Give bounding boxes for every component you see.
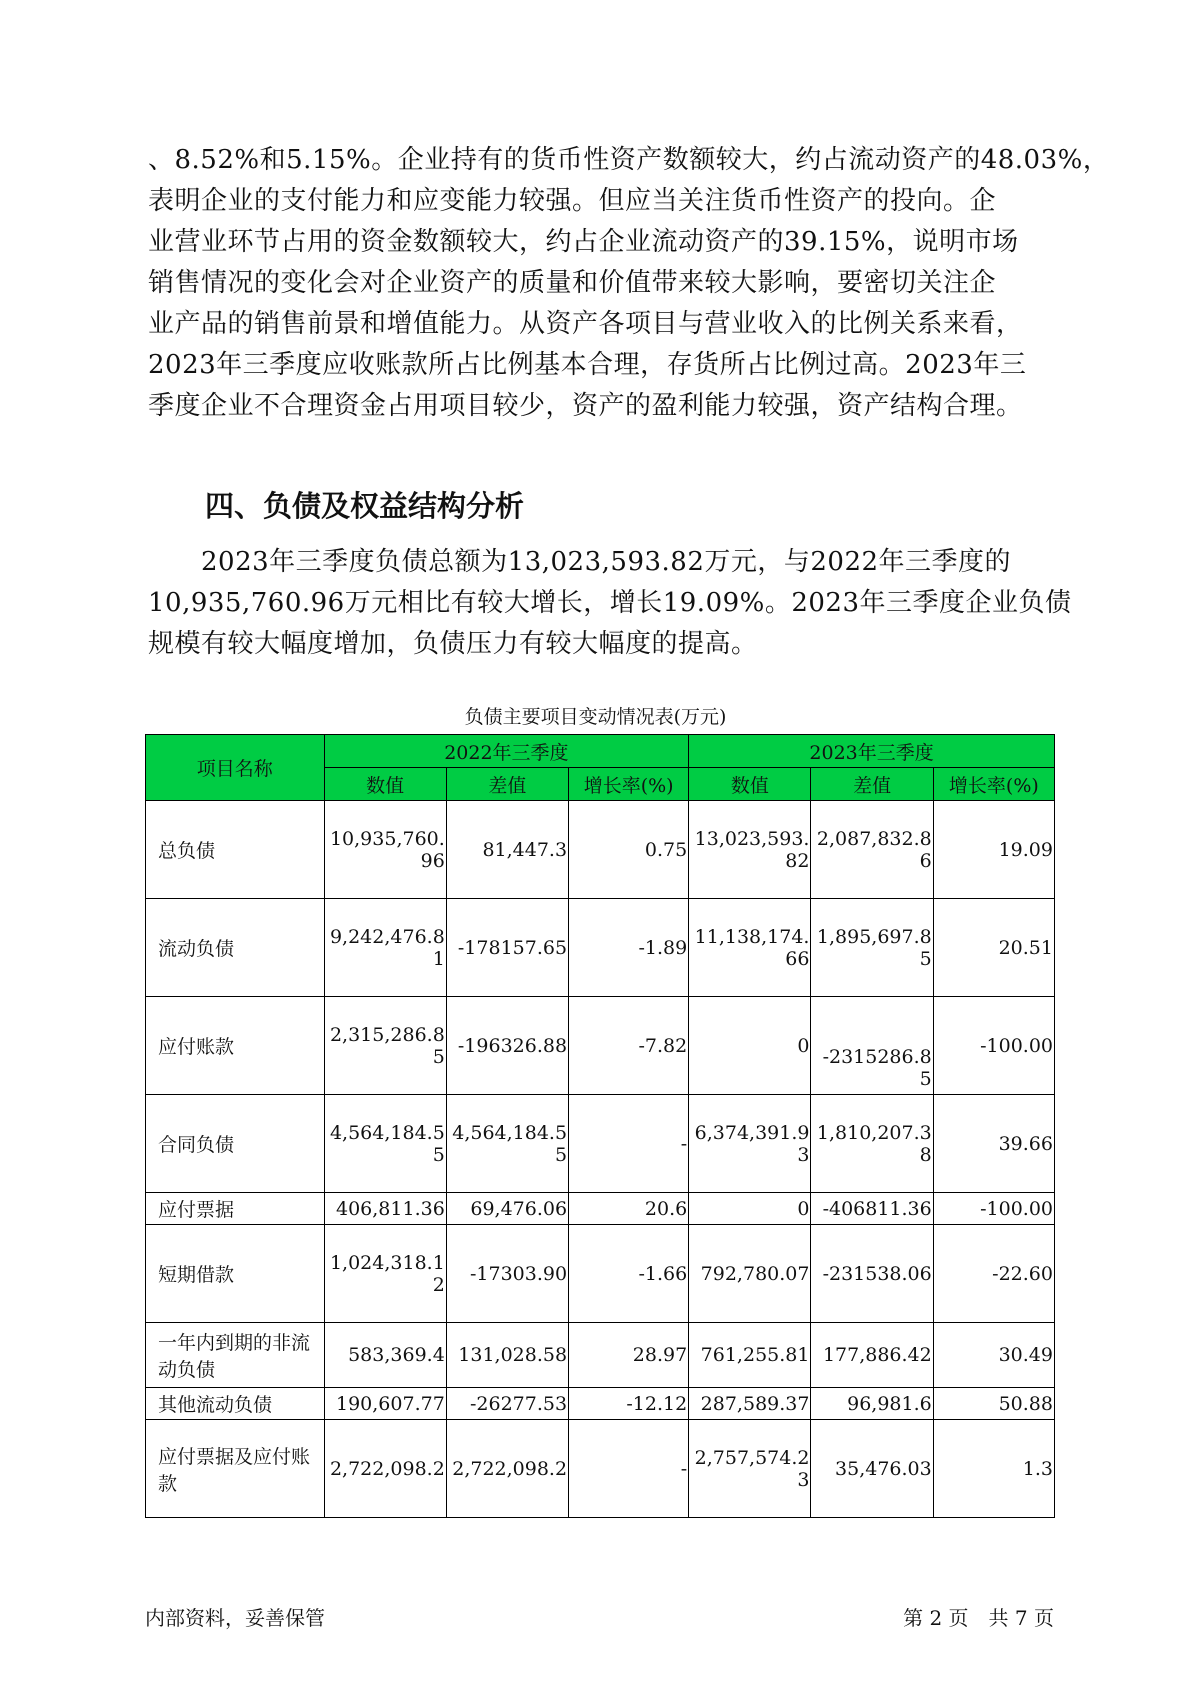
- cell-growth-2022: 20.6: [569, 1193, 689, 1225]
- cell-growth-2022: 0.75: [569, 801, 689, 899]
- cell-growth-2022: 28.97: [569, 1323, 689, 1388]
- cell-diff-2022: -26277.53: [446, 1388, 568, 1420]
- header-value-2022: 数值: [324, 768, 446, 801]
- row-label: 短期借款: [146, 1225, 325, 1323]
- cell-growth-2022: -: [569, 1095, 689, 1193]
- cell-value-2022: 9,242,476.81: [324, 899, 446, 997]
- cell-growth-2023: -100.00: [933, 1193, 1054, 1225]
- cell-diff-2022: 4,564,184.55: [446, 1095, 568, 1193]
- row-label: 应付票据及应付账款: [146, 1420, 325, 1518]
- row-label: 流动负债: [146, 899, 325, 997]
- text-line: 销售情况的变化会对企业资产的质量和价值带来较大影响，要密切关注企: [148, 268, 997, 298]
- table-row: [146, 899, 1055, 997]
- header-period-2023: 2023年三季度: [689, 735, 1055, 768]
- cell-growth-2022: -: [569, 1420, 689, 1518]
- table-row: [146, 1225, 1055, 1323]
- cell-diff-2023: 35,476.03: [811, 1420, 933, 1518]
- cell-growth-2023: 30.49: [933, 1323, 1054, 1388]
- cell-value-2023: 2,757,574.23: [689, 1420, 811, 1518]
- text-line: 2023年三季度负债总额为13,023,593.82万元，与2022年三季度的: [148, 547, 1012, 577]
- cell-value-2023: 287,589.37: [689, 1388, 811, 1420]
- header-diff-2023: 差值: [811, 768, 933, 801]
- cell-growth-2023: -22.60: [933, 1225, 1054, 1323]
- section-heading: 四、负债及权益结构分析: [205, 489, 525, 523]
- cell-diff-2023: 1,810,207.38: [811, 1095, 933, 1193]
- cell-diff-2023: -406811.36: [811, 1193, 933, 1225]
- cell-diff-2022: 2,722,098.2: [446, 1420, 568, 1518]
- cell-value-2023: 6,374,391.93: [689, 1095, 811, 1193]
- text-line: 表明企业的支付能力和应变能力较强。但应当关注货币性资产的投向。企: [148, 186, 997, 216]
- cell-diff-2023: -231538.06: [811, 1225, 933, 1323]
- cell-growth-2023: 20.51: [933, 899, 1054, 997]
- cell-value-2023: 0: [689, 1193, 811, 1225]
- header-period-2022: 2022年三季度: [324, 735, 689, 768]
- cell-diff-2023: 2,087,832.86: [811, 801, 933, 899]
- liability-table: [145, 734, 1055, 1518]
- row-label: 一年内到期的非流动负债: [146, 1323, 325, 1388]
- paragraph-asset-analysis: [148, 140, 1110, 427]
- cell-growth-2022: -12.12: [569, 1388, 689, 1420]
- cell-value-2022: 2,722,098.2: [324, 1420, 446, 1518]
- text-line: 业产品的销售前景和增值能力。从资产各项目与营业收入的比例关系来看，: [148, 309, 1023, 339]
- cell-growth-2022: -7.82: [569, 997, 689, 1095]
- cell-growth-2022: -1.89: [569, 899, 689, 997]
- cell-diff-2022: 131,028.58: [446, 1323, 568, 1388]
- cell-diff-2022: 81,447.3: [446, 801, 568, 899]
- cell-value-2022: 406,811.36: [324, 1193, 446, 1225]
- header-value-2023: 数值: [689, 768, 811, 801]
- table-row: [146, 1388, 1055, 1420]
- cell-growth-2023: -100.00: [933, 997, 1054, 1095]
- table-header: [146, 735, 1055, 801]
- header-diff-2022: 差值: [446, 768, 568, 801]
- text-line: 、8.52%和5.15%。企业持有的货币性资产数额较大，约占流动资产的48.03%，: [148, 145, 1110, 175]
- table-row: [146, 1095, 1055, 1193]
- cell-growth-2023: 39.66: [933, 1095, 1054, 1193]
- table-row: [146, 801, 1055, 899]
- cell-growth-2023: 19.09: [933, 801, 1054, 899]
- text-line: 规模有较大幅度增加，负债压力有较大幅度的提高。: [148, 629, 758, 659]
- paragraph-liability-analysis: [148, 542, 1072, 665]
- cell-diff-2023: -2315286.85: [811, 997, 933, 1095]
- cell-diff-2022: -196326.88: [446, 997, 568, 1095]
- cell-value-2022: 1,024,318.12: [324, 1225, 446, 1323]
- text-line: 季度企业不合理资金占用项目较少，资产的盈利能力较强，资产结构合理。: [148, 391, 1023, 421]
- header-growth-2023: 增长率(%): [933, 768, 1054, 801]
- cell-growth-2023: 50.88: [933, 1388, 1054, 1420]
- cell-diff-2022: -178157.65: [446, 899, 568, 997]
- row-label: 其他流动负债: [146, 1388, 325, 1420]
- table-row: [146, 1323, 1055, 1388]
- cell-value-2023: 0: [689, 997, 811, 1095]
- cell-value-2022: 190,607.77: [324, 1388, 446, 1420]
- header-item-name: 项目名称: [146, 735, 325, 801]
- cell-growth-2022: -1.66: [569, 1225, 689, 1323]
- table-row: [146, 997, 1055, 1095]
- cell-diff-2023: 1,895,697.85: [811, 899, 933, 997]
- row-label: 合同负债: [146, 1095, 325, 1193]
- text-line: 2023年三季度应收账款所占比例基本合理，存货所占比例过高。2023年三: [148, 350, 1027, 380]
- cell-value-2023: 792,780.07: [689, 1225, 811, 1323]
- cell-value-2022: 4,564,184.55: [324, 1095, 446, 1193]
- table-row: [146, 1420, 1055, 1518]
- cell-diff-2022: -17303.90: [446, 1225, 568, 1323]
- cell-value-2023: 761,255.81: [689, 1323, 811, 1388]
- cell-value-2023: 13,023,593.82: [689, 801, 811, 899]
- header-growth-2022: 增长率(%): [569, 768, 689, 801]
- row-label: 应付票据: [146, 1193, 325, 1225]
- row-label: 应付账款: [146, 997, 325, 1095]
- cell-growth-2023: 1.3: [933, 1420, 1054, 1518]
- text-line: 业营业环节占用的资金数额较大，约占企业流动资产的39.15%，说明市场: [148, 227, 1019, 257]
- cell-value-2022: 2,315,286.85: [324, 997, 446, 1095]
- row-label: 总负债: [146, 801, 325, 899]
- cell-value-2023: 11,138,174.66: [689, 899, 811, 997]
- footer-confidential-note: 内部资料，妥善保管: [145, 1606, 325, 1630]
- text-line: 10,935,760.96万元相比有较大增长，增长19.09%。2023年三季度企业负债: [148, 588, 1072, 618]
- table-body: [146, 801, 1055, 1518]
- table-row: [146, 1193, 1055, 1225]
- table-caption: 负债主要项目变动情况表(万元): [464, 706, 727, 728]
- cell-diff-2023: 177,886.42: [811, 1323, 933, 1388]
- cell-diff-2023: 96,981.6: [811, 1388, 933, 1420]
- cell-value-2022: 10,935,760.96: [324, 801, 446, 899]
- cell-value-2022: 583,369.4: [324, 1323, 446, 1388]
- cell-diff-2022: 69,476.06: [446, 1193, 568, 1225]
- footer-page-number: 第 2 页 共 7 页: [903, 1606, 1054, 1630]
